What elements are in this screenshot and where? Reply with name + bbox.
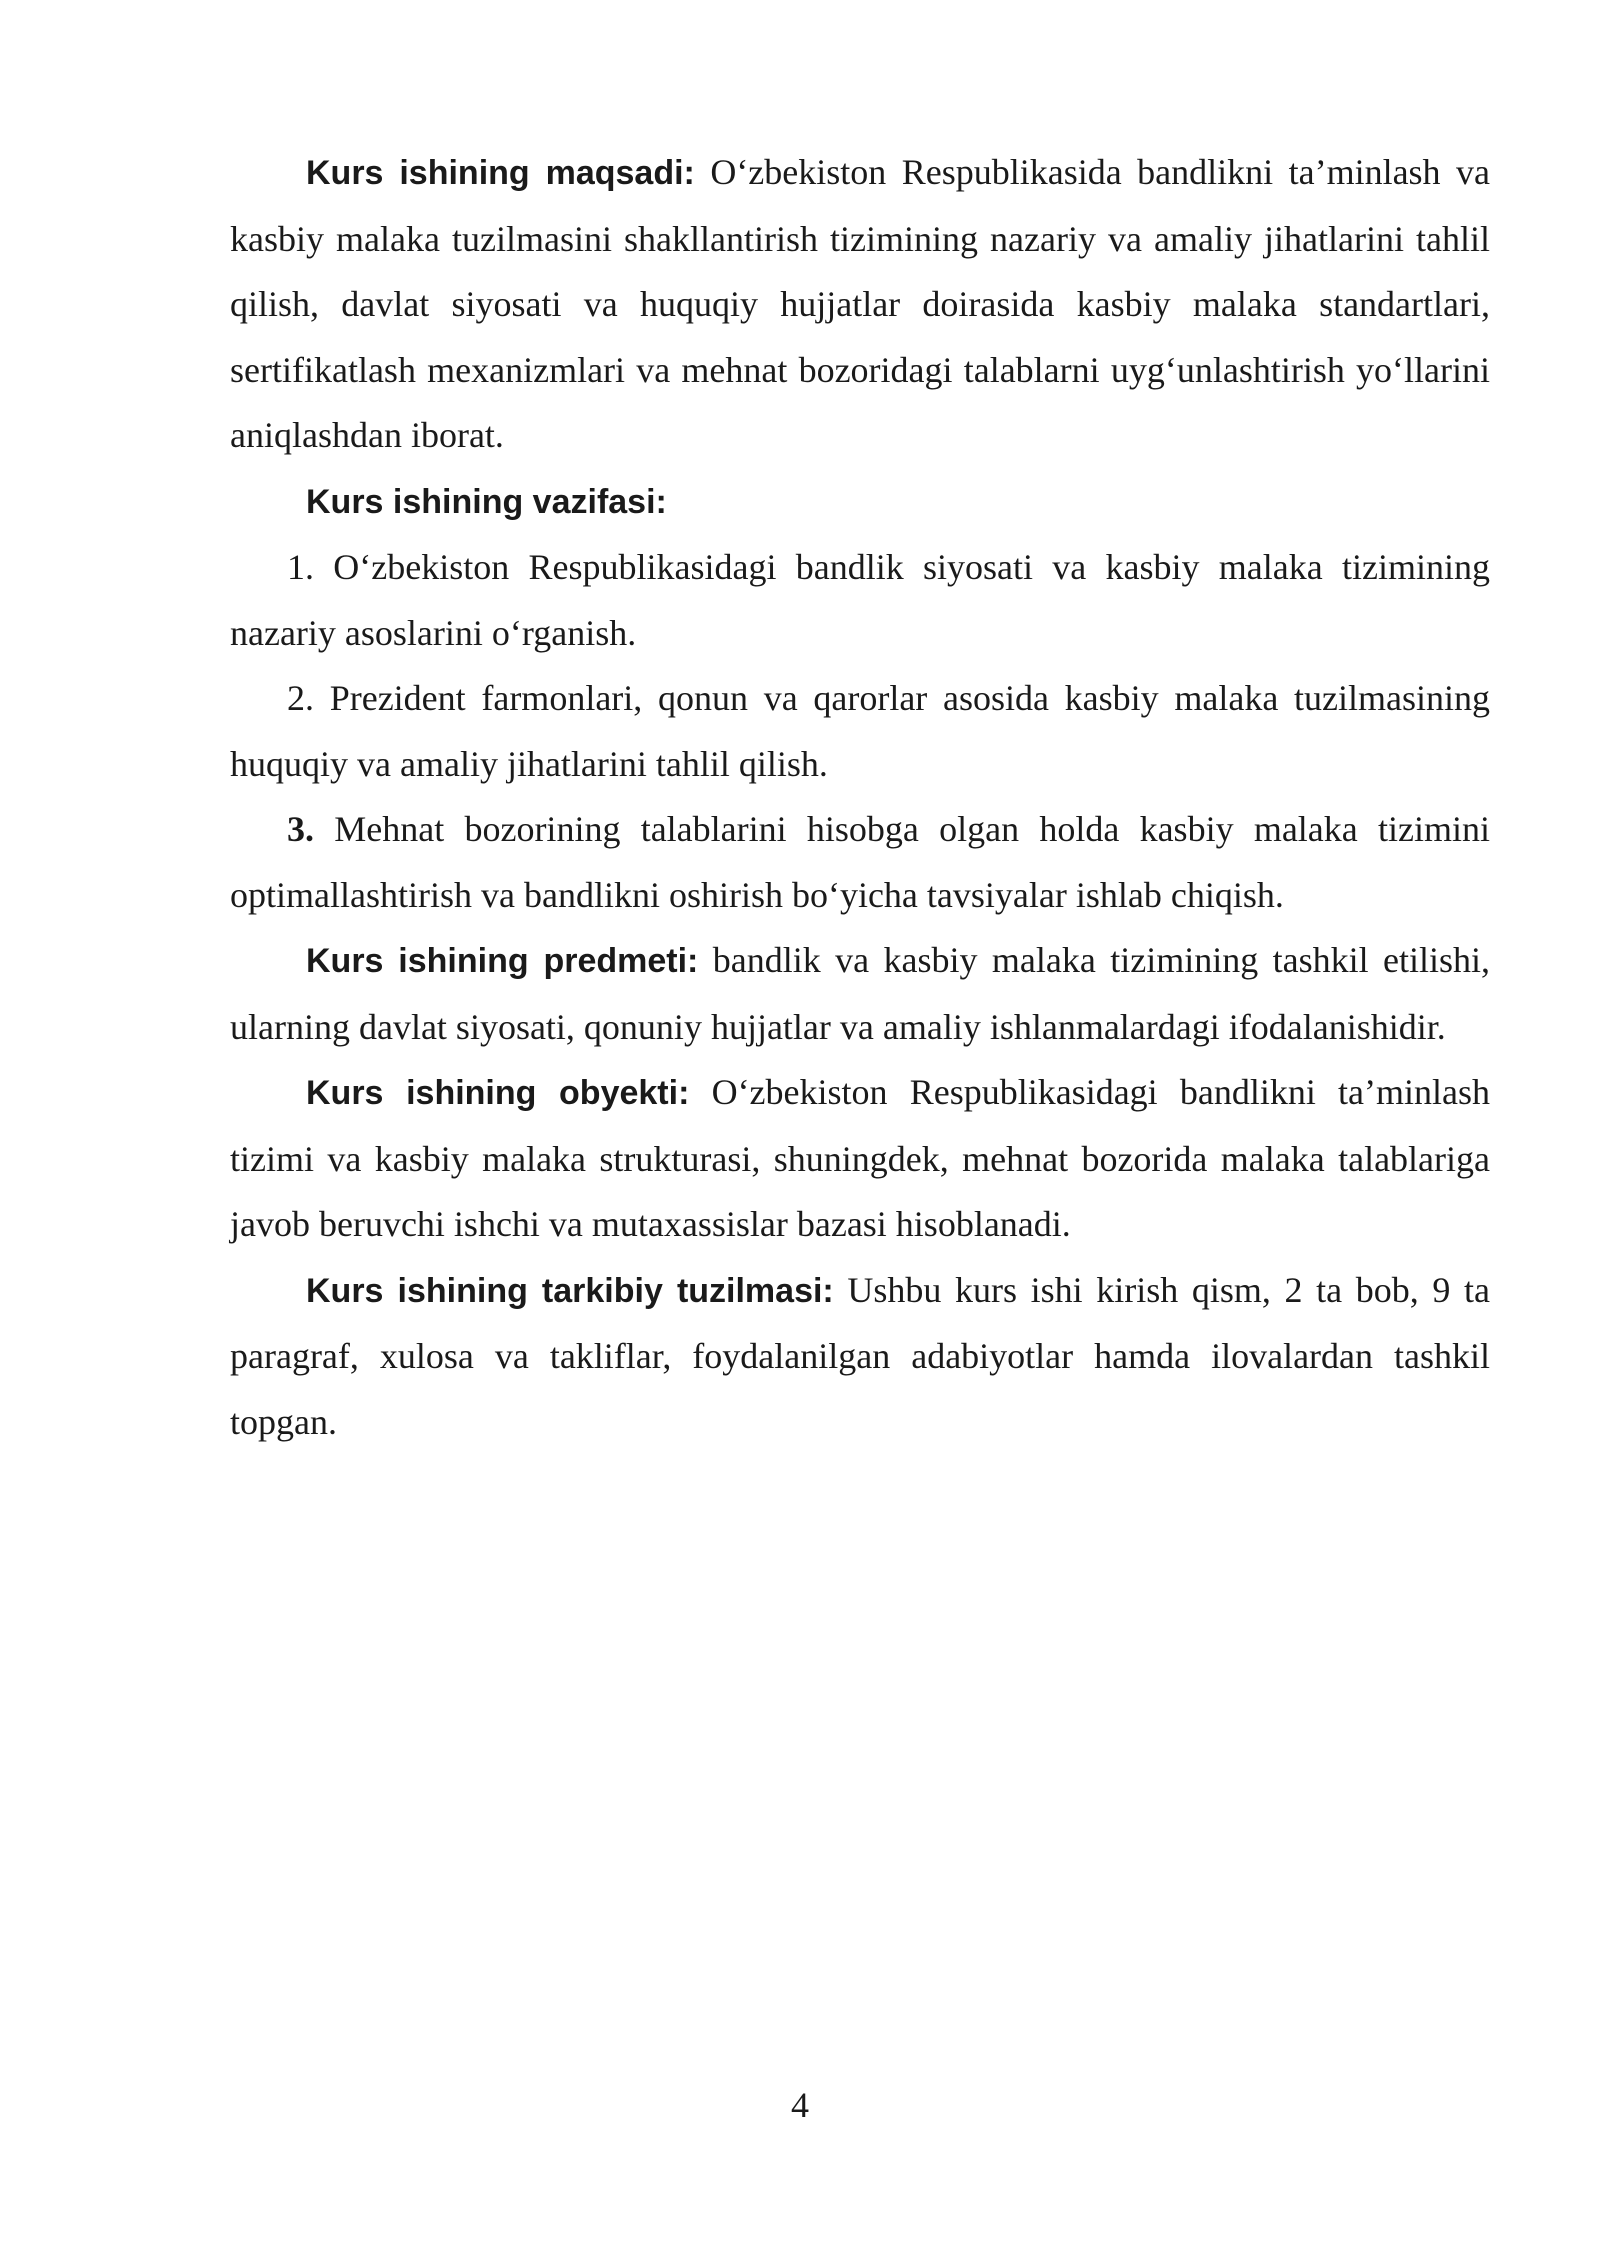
subject-label: Kurs ishining predmeti:	[306, 942, 699, 980]
tasks-heading	[230, 469, 1490, 536]
task-text: O‘zbekiston Respublikasidagi bandlik siyosati va kasbiy malaka tizimining nazariy asoslarini o‘rganish.	[230, 547, 1490, 653]
task-text: Mehnat bozorining talablarini hisobga olgan holda kasbiy malaka tizimini optimallashtirish va bandlikni oshirish bo‘yicha tavsiyalar ishlab chiqish.	[230, 809, 1490, 915]
structure-text: Ushbu kurs ishi kirish qism, 2 ta bob, 9 ta paragraf, xulosa va takliflar, foydalanilgan adabiyotlar hamda ilovalardan tashkil topgan.	[230, 1269, 1490, 1442]
goal-paragraph	[230, 140, 1490, 469]
structure-paragraph	[230, 1258, 1490, 1456]
object-label: Kurs ishining obyekti:	[306, 1074, 690, 1112]
task-text: Prezident farmonlari, qonun va qarorlar asosida kasbiy malaka tuzilmasining huquqiy va amaliy jihatlarini tahlil qilish.	[230, 678, 1490, 784]
subject-paragraph	[230, 928, 1490, 1060]
page-content	[230, 140, 1490, 1455]
task-item	[230, 797, 1490, 928]
goal-label: Kurs ishining maqsadi:	[306, 154, 695, 192]
page-number: 4	[791, 2085, 809, 2125]
structure-label: Kurs ishining tarkibiy tuzilmasi:	[306, 1271, 834, 1310]
task-item	[230, 535, 1490, 666]
tasks-label: Kurs ishining vazifasi:	[306, 482, 667, 521]
task-number: 2.	[287, 678, 314, 718]
object-text: O‘zbekiston Respublikasidagi bandlikni ta’minlash tizimi va kasbiy malaka strukturasi, shuningdek, mehnat bozorida malaka talablariga javob beruvchi ishchi va mutaxassislar bazasi hisoblanadi.	[230, 1072, 1490, 1244]
subject-text: bandlik va kasbiy malaka tizimining tashkil etilishi, ularning davlat siyosati, qonuniy hujjatlar va amaliy ishlanmalardagi ifodalanishidir.	[230, 940, 1490, 1047]
task-item	[230, 666, 1490, 797]
task-number: 1.	[287, 547, 314, 587]
task-number: 3.	[287, 809, 314, 849]
goal-text: O‘zbekiston Respublikasida bandlikni ta’minlash va kasbiy malaka tuzilmasini shakllantirish tizimining nazariy va amaliy jihatlarini tahlil qilish, davlat siyosati va huquqiy hujjatlar doirasida kasbiy malaka standartlari, sertifikatlash mexanizmlari va mehnat bozoridagi talablarni uyg‘unlashtirish yo‘llarini aniqlashdan iborat.	[230, 152, 1490, 455]
object-paragraph	[230, 1060, 1490, 1258]
